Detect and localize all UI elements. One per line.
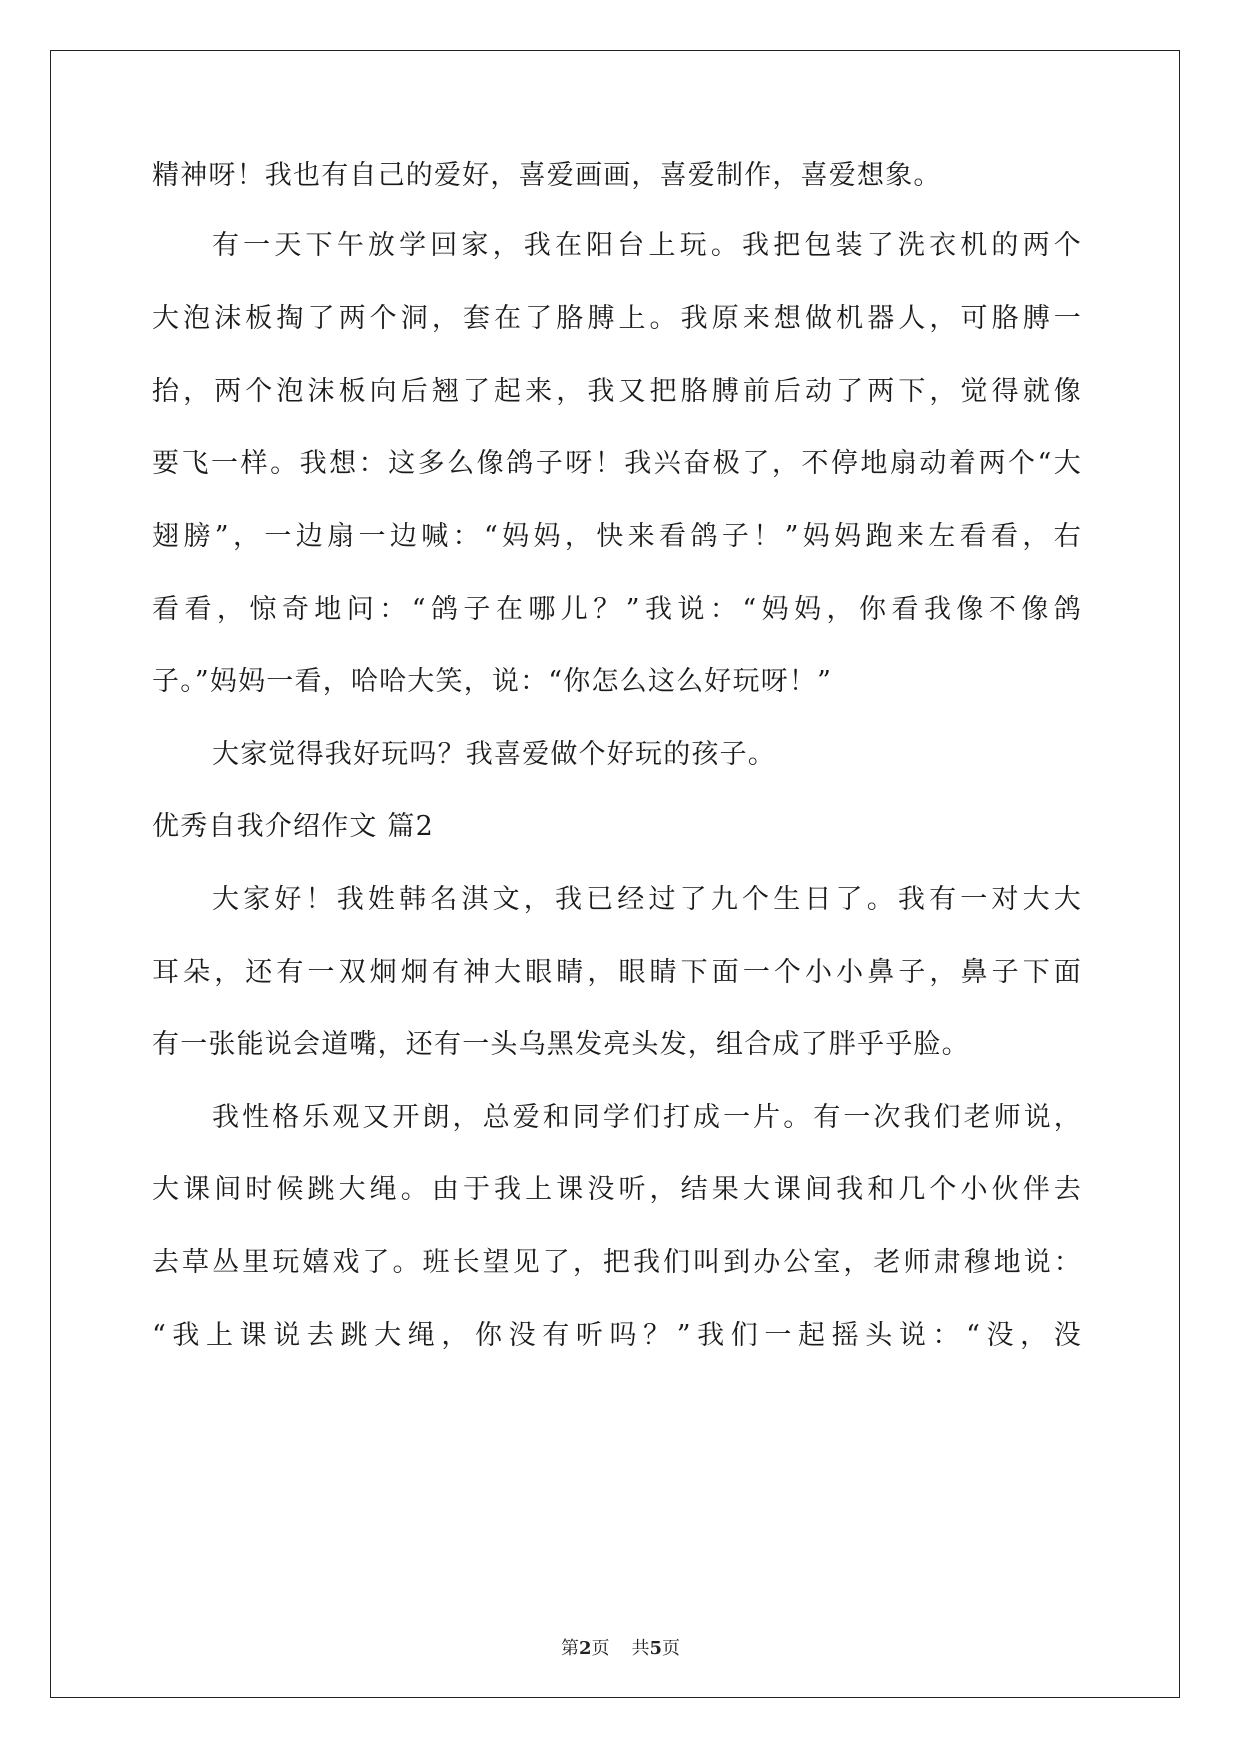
- footer-total-prefix: 共: [631, 1638, 650, 1659]
- text-line: “我上课说去跳大绳，你没有听吗？”我们一起摇头说：“没，没: [152, 1320, 1082, 1351]
- text-line: 有一张能说会道嘴，还有一头乌黑发亮头发，组合成了胖乎乎脸。: [152, 1029, 970, 1060]
- section-heading: 优秀自我介绍作文 篇2: [152, 811, 434, 842]
- text-line: 耳朵，还有一双炯炯有神大眼睛，眼睛下面一个小小鼻子，鼻子下面: [152, 957, 1082, 988]
- text-line: 精神呀！我也有自己的爱好，喜爱画画，喜爱制作，喜爱想象。: [152, 160, 942, 191]
- text-line: 有一天下午放学回家，我在阳台上玩。我把包装了洗衣机的两个: [212, 230, 1082, 261]
- footer-page-suffix: 页: [591, 1638, 610, 1659]
- text-line: 我性格乐观又开朗，总爱和同学们打成一片。有一次我们老师说，: [212, 1102, 1082, 1133]
- text-line: 翅膀”，一边扇一边喊：“妈妈，快来看鸽子！”妈妈跑来左看看，右: [152, 521, 1082, 552]
- text-line: 看看，惊奇地问：“鸽子在哪儿？”我说：“妈妈，你看我像不像鸽: [152, 594, 1082, 625]
- footer-total-suffix: 页: [662, 1638, 681, 1659]
- footer-page-total: 5: [649, 1638, 663, 1659]
- text-line: 大家好！我姓韩名淇文，我已经过了九个生日了。我有一对大大: [212, 884, 1082, 915]
- footer-page-current: 2: [578, 1638, 592, 1659]
- text-line: 大家觉得我好玩吗？我喜爱做个好玩的孩子。: [212, 739, 776, 770]
- text-line: 子。”妈妈一看，哈哈大笑，说：“你怎么这么好玩呀！”: [152, 666, 833, 697]
- footer-page-prefix: 第: [560, 1638, 579, 1659]
- text-line: 大课间时候跳大绳。由于我上课没听，结果大课间我和几个小伙伴去: [152, 1174, 1082, 1205]
- text-line: 抬，两个泡沫板向后翘了起来，我又把胳膊前后动了两下，觉得就像: [152, 376, 1082, 407]
- text-line: 去草丛里玩嬉戏了。班长望见了，把我们叫到办公室，老师肃穆地说：: [152, 1247, 1082, 1278]
- page-border: [50, 50, 1180, 1698]
- text-line: 大泡沫板掏了两个洞，套在了胳膊上。我原来想做机器人，可胳膊一: [152, 303, 1082, 334]
- text-line: 要飞一样。我想：这多么像鸽子呀！我兴奋极了，不停地扇动着两个“大: [152, 448, 1082, 479]
- page-footer: [0, 1637, 1241, 1661]
